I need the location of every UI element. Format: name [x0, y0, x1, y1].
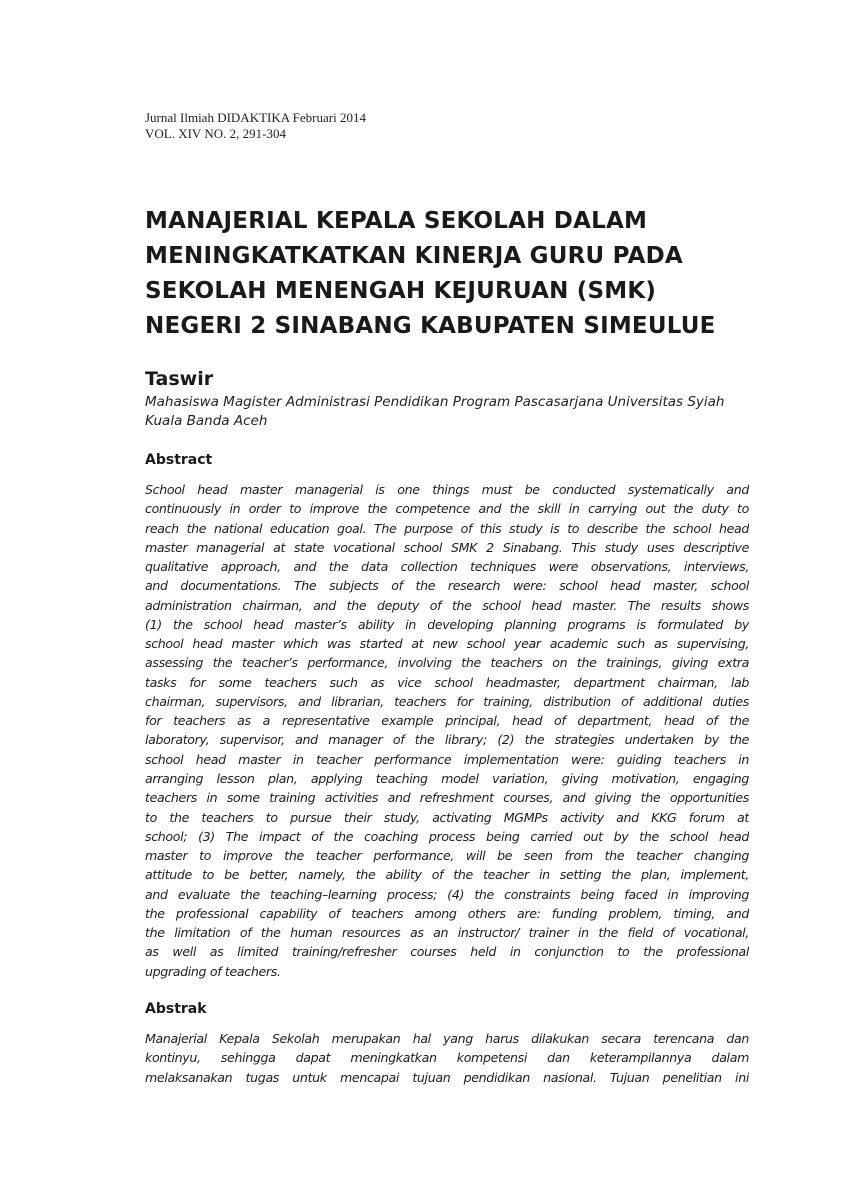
- abstract-line: chairman, supervisors, and librarian, teachers for training, distribution of additional duties: [145, 693, 749, 709]
- abstract-line: upgrading of teachers.: [145, 963, 281, 979]
- journal-name: Jurnal Ilmiah DIDAKTIKA Februari 2014: [145, 110, 366, 125]
- abstract-line: and documentations. The subjects of the research were: school head master, school: [145, 578, 749, 594]
- abstract-line: arranging lesson plan, applying teaching model variation, giving motivation, engaging: [145, 770, 749, 786]
- abstract-line: attitude to be better, namely, the ability of the teacher in setting the plan, implement,: [145, 867, 749, 883]
- abstract-line: master managerial at state vocational school SMK 2 Sinabang. This study uses descriptive: [145, 539, 749, 555]
- author-affiliation: [145, 393, 749, 431]
- journal-volume: VOL. XIV NO. 2, 291-304: [145, 126, 286, 141]
- abstract-line: the professional capability of teachers among others are: funding problem, timing, and: [145, 905, 749, 921]
- abstrak-line: melaksanakan tugas untuk mencapai tujuan pendidikan nasional. Tujuan penelitian ini: [145, 1069, 749, 1085]
- journal-header: [145, 110, 366, 142]
- abstract-line: administration chairman, and the deputy of the school head master. The results shows: [145, 597, 749, 613]
- title-line: NEGERI 2 SINABANG KABUPATEN SIMEULUE: [145, 313, 716, 339]
- abstract-line: master to improve the teacher performance, will be seen from the teacher changing: [145, 848, 749, 864]
- title-line: MENINGKATKATKAN KINERJA GURU PADA: [145, 243, 683, 269]
- paper-title: [145, 204, 749, 344]
- abstract-line: School head master managerial is one things must be conducted systematically and: [145, 482, 749, 497]
- abstract-line: school head master which was started at new school year academic such as supervising,: [145, 636, 749, 652]
- title-line: SEKOLAH MENENGAH KEJURUAN (SMK): [145, 278, 657, 304]
- abstract-line: to the teachers to pursue their study, activating MGMPs activity and KKG forum at: [145, 809, 749, 825]
- abstrak-line: kontinyu, sehingga dapat meningkatkan kompetensi dan keterampilannya dalam: [145, 1050, 749, 1066]
- abstract-line: school; (3) The impact of the coaching process being carried out by the school head: [145, 828, 749, 844]
- abstrak-body: [145, 1029, 749, 1087]
- abstract-line: assessing the teacher’s performance, involving the teachers on the trainings, giving extra: [145, 655, 749, 671]
- abstract-line: as well as limited training/refresher courses held in conjunction to the professional: [145, 944, 749, 960]
- affiliation-line: Mahasiswa Magister Administrasi Pendidikan Program Pascasarjana Universitas Syiah: [145, 394, 725, 410]
- title-line: MANAJERIAL KEPALA SEKOLAH DALAM: [145, 208, 648, 234]
- abstract-heading: Abstract: [145, 452, 213, 468]
- abstract-line: qualitative approach, and the data collection techniques were observations, interviews,: [145, 559, 749, 575]
- abstract-line: and evaluate the teaching–learning process; (4) the constraints being faced in improving: [145, 886, 749, 902]
- abstract-line: school head master in teacher performance implementation were: guiding teachers in: [145, 751, 749, 767]
- abstract-line: teachers in some training activities and refreshment courses, and giving the opportunities: [145, 790, 749, 806]
- abstract-line: continuously in order to improve the competence and the skill in carrying out the duty to: [145, 501, 749, 517]
- author-name: Taswir: [145, 368, 214, 390]
- abstrak-line: Manajerial Kepala Sekolah merupakan hal yang harus dilakukan secara terencana dan: [145, 1031, 749, 1046]
- abstract-line: reach the national education goal. The purpose of this study is to describe the school head: [145, 520, 749, 536]
- abstract-body: [145, 480, 749, 981]
- abstract-line: laboratory, supervisor, and manager of the library; (2) the strategies undertaken by the: [145, 732, 749, 748]
- abstrak-heading: Abstrak: [145, 1001, 207, 1017]
- affiliation-line: Kuala Banda Aceh: [145, 413, 268, 429]
- abstract-line: (1) the school head master’s ability in developing planning programs is formulated by: [145, 616, 749, 632]
- abstract-line: the limitation of the human resources as an instructor/ trainer in the field of vocational,: [145, 925, 749, 941]
- abstract-line: tasks for some teachers such as vice school headmaster, department chairman, lab: [145, 674, 749, 690]
- abstract-line: for teachers as a representative example principal, head of department, head of the: [145, 713, 749, 729]
